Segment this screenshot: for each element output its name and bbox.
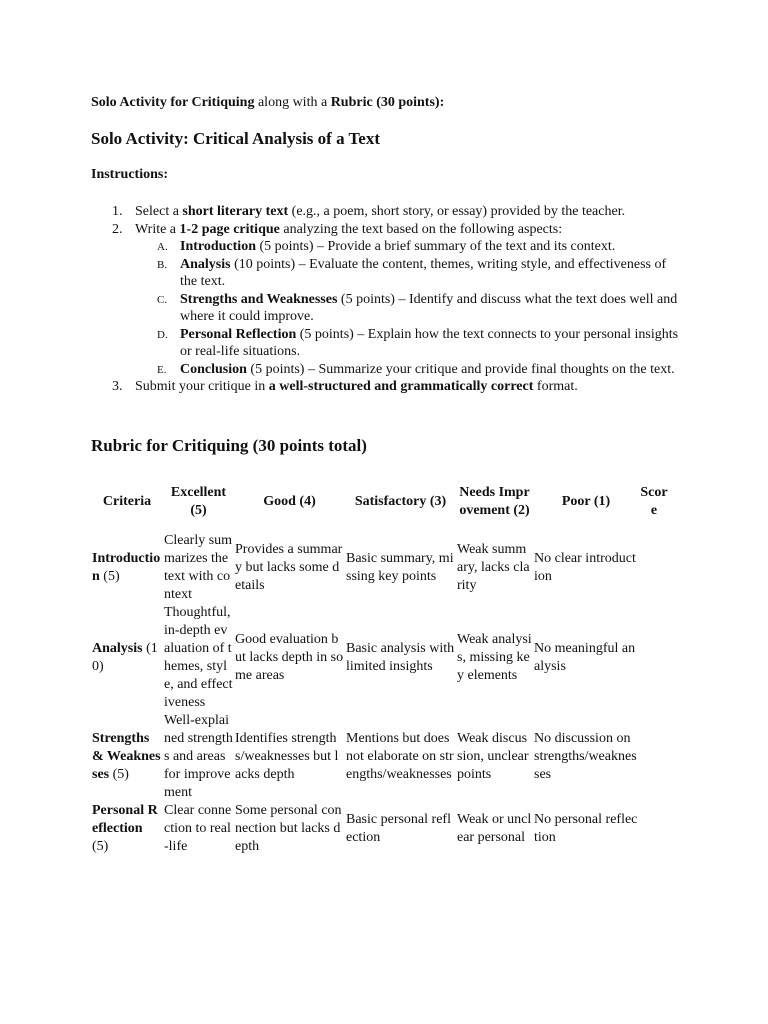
criterion-name: Personal Reflection <box>92 803 158 836</box>
rubric-cell: Some personal connection but lacks depth <box>235 803 342 854</box>
rubric-table <box>91 472 669 856</box>
aspect-text: (5 points) – Identify and discuss what the text does well and where it could improve. <box>180 291 678 324</box>
rubric-cell: Good evaluation but lacks depth in some areas <box>235 632 344 683</box>
step-bold: 1-2 page critique <box>179 221 280 237</box>
aspect-name: Strengths and Weaknesses <box>180 291 338 307</box>
rubric-cell: Clear connection to real-life <box>164 803 232 854</box>
aspect-text: (10 points) – Evaluate the content, themes, writing style, and effectiveness of the text. <box>180 256 667 289</box>
aspect-list <box>135 238 681 378</box>
step-item <box>91 221 681 379</box>
criterion-cell <box>91 604 163 712</box>
aspect-name: Introduction <box>180 239 256 254</box>
step-text: Submit your critique in <box>135 379 269 394</box>
rubric-cell: Clearly summarizes the text with context <box>164 533 233 602</box>
criterion-cell <box>91 802 163 856</box>
aspect-letter: A. <box>157 241 168 253</box>
rubric-title: Rubric for Critiquing (30 points total) <box>91 436 367 455</box>
rubric-cell: Thoughtful, in-depth evaluation of themes, style, and effectiveness <box>164 605 233 710</box>
rubric-cell: No personal reflection <box>534 812 638 845</box>
aspect-item <box>135 291 681 326</box>
criterion-cell <box>91 712 163 802</box>
rubric-cell: Mentions but does not elaborate on strengths/weaknesses <box>346 731 454 782</box>
step-number: 2. <box>112 221 123 237</box>
score-cell <box>639 802 669 856</box>
rubric-cell: Basic analysis with limited insights <box>346 641 455 674</box>
step-text: (e.g., a poem, short story, or essay) provided by the teacher. <box>288 204 626 219</box>
rubric-cell: Provides a summary but lacks some details <box>235 542 343 593</box>
criterion-name: Strengths & Weaknesses <box>92 731 161 782</box>
rubric-cell: Well-explained strengths and areas for improvement <box>164 713 233 800</box>
rubric-header-row <box>91 472 669 532</box>
aspect-letter: D. <box>157 328 168 341</box>
rubric-row <box>91 802 669 856</box>
criterion-points: (5) <box>99 569 120 584</box>
intro-line <box>91 94 444 111</box>
header-poor: Poor (1) <box>561 494 611 509</box>
aspect-letter: B. <box>157 258 168 271</box>
aspect-name: Analysis <box>180 256 231 272</box>
header-satisfactory: Satisfactory (3) <box>354 494 447 509</box>
step-text: Select a <box>135 204 183 219</box>
header-excellent: Excellent (5) <box>170 485 227 518</box>
step-item <box>91 203 681 221</box>
rubric-cell: Weak summary, lacks clarity <box>457 542 530 593</box>
header-score: Score <box>640 485 668 518</box>
intro-bold-2: Rubric (30 points): <box>330 95 445 110</box>
rubric-row <box>91 604 669 712</box>
intro-text: along with a <box>254 95 331 110</box>
rubric-cell: Weak or unclear personal <box>457 812 532 845</box>
aspect-item <box>135 256 681 291</box>
instructions-list <box>91 203 681 396</box>
rubric-row <box>91 532 669 604</box>
criterion-points: (10) <box>92 641 158 674</box>
rubric-cell: No meaningful analysis <box>534 641 636 674</box>
score-cell <box>639 532 669 604</box>
rubric-cell: Identifies strengths/weaknesses but lacks depth <box>235 731 339 782</box>
step-bold: a well-structured and grammatically correct <box>268 379 534 394</box>
aspect-letter: C. <box>157 293 168 306</box>
rubric-cell: Weak discussion, unclear points <box>457 731 529 782</box>
rubric-cell: Basic personal reflection <box>346 812 451 845</box>
criterion-name: Introduction <box>92 551 161 584</box>
aspect-item <box>135 238 681 256</box>
rubric-cell: No clear introduction <box>534 551 636 584</box>
rubric-row <box>91 712 669 802</box>
aspect-text: (5 points) – Summarize your critique and provide final thoughts on the text. <box>246 361 675 377</box>
header-criteria: Criteria <box>102 494 152 509</box>
aspect-name: Personal Reflection <box>180 326 297 342</box>
aspect-name: Conclusion <box>180 361 247 377</box>
aspect-text: (5 points) – Explain how the text connects to your personal insights or real-life situations. <box>180 326 679 359</box>
criterion-points: (5) <box>109 767 129 782</box>
step-text: format. <box>533 379 578 394</box>
step-number: 3. <box>112 379 123 394</box>
activity-title: Solo Activity: Critical Analysis of a Text <box>91 129 380 148</box>
aspect-letter: E. <box>157 363 167 376</box>
step-bold: short literary text <box>182 204 289 219</box>
aspect-item <box>135 326 681 361</box>
header-needs-improvement: Needs Improvement (2) <box>459 485 530 518</box>
criterion-cell <box>91 532 163 604</box>
instructions-heading: Instructions: <box>91 167 169 182</box>
aspect-text: (5 points) – Provide a brief summary of the text and its context. <box>255 239 616 254</box>
aspect-item <box>135 361 681 379</box>
score-cell <box>639 712 669 802</box>
criterion-name: Analysis <box>92 641 143 656</box>
step-item <box>91 378 681 396</box>
intro-bold-1: Solo Activity for Critiquing <box>91 95 255 110</box>
step-text: Write a <box>135 221 180 237</box>
score-cell <box>639 604 669 712</box>
step-text: analyzing the text based on the following aspects: <box>279 221 563 237</box>
rubric-cell: No discussion on strengths/weaknesses <box>534 731 637 782</box>
rubric-cell: Basic summary, missing key points <box>346 551 454 584</box>
step-number: 1. <box>112 204 123 219</box>
header-good: Good (4) <box>263 494 316 509</box>
criterion-points: (5) <box>92 839 109 854</box>
rubric-cell: Weak analysis, missing key elements <box>457 632 532 683</box>
